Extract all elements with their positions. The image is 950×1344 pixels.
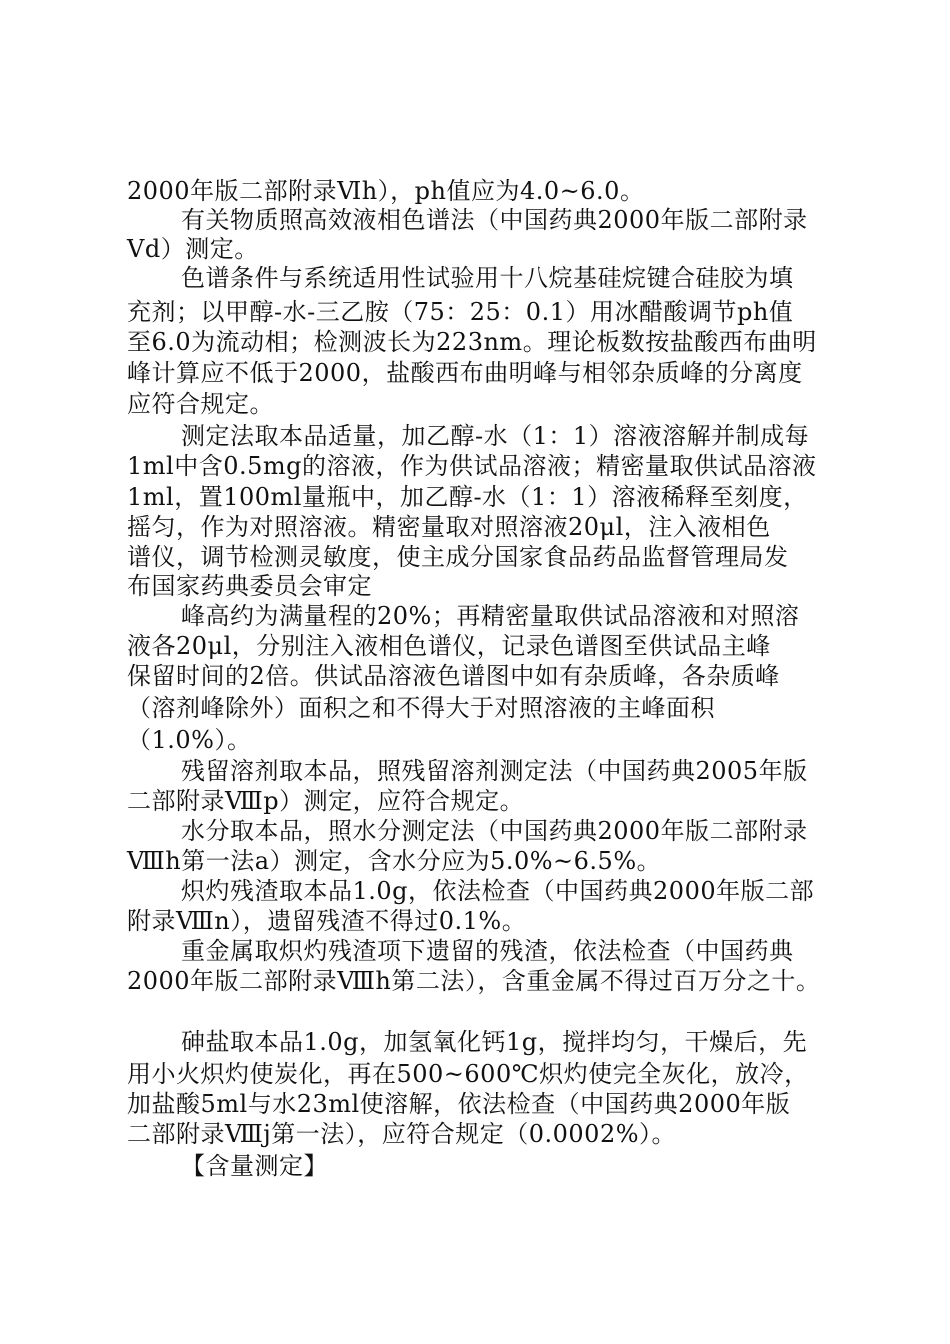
text-line: 液各20μl，分别注入液相色谱仪，记录色谱图至供试品主峰	[127, 632, 771, 660]
text-line: 色谱条件与系统适用性试验用十八烷基硅烷键合硅胶为填	[181, 264, 794, 292]
text-line: 充剂；以甲醇-水-三乙胺（75：25：0.1）用冰醋酸调节ph值	[127, 298, 794, 326]
text-line: 用小火炽灼使炭化，再在500~600℃炽灼使完全灰化，放冷，	[127, 1060, 809, 1088]
text-line: 二部附录Ⅷj第一法），应符合规定（0.0002%）。	[127, 1120, 677, 1148]
text-line: Ⅷh第一法a）测定，含水分应为5.0%~6.5%。	[127, 847, 662, 875]
text-line: 残留溶剂取本品，照残留溶剂测定法（中国药典2005年版	[181, 757, 808, 785]
text-line: 1ml，置100ml量瓶中，加乙醇-水（1：1）溶液稀释至刻度，	[127, 483, 808, 511]
text-line: 加盐酸5ml与水23ml使溶解，依法检查（中国药典2000年版	[127, 1090, 791, 1118]
text-line: 有关物质照高效液相色谱法（中国药典2000年版二部附录	[181, 206, 808, 234]
text-line: 砷盐取本品1.0g，加氢氧化钙1g，搅拌均匀，干燥后，先	[181, 1028, 808, 1056]
text-line: （1.0%）。	[127, 726, 252, 754]
text-line: 至6.0为流动相；检测波长为223nm。理论板数按盐酸西布曲明	[127, 328, 817, 356]
text-line: Ⅴd）测定。	[127, 235, 259, 263]
text-line: 布国家药典委员会审定	[127, 572, 372, 600]
text-line: 2000年版二部附录Ⅵh），ph值应为4.0~6.0。	[127, 177, 645, 205]
text-line: 峰高约为满量程的20%；再精密量取供试品溶液和对照溶	[181, 602, 800, 630]
text-line: 测定法取本品适量，加乙醇-水（1：1）溶液溶解并制成每	[181, 422, 810, 450]
text-line: 保留时间的2倍。供试品溶液色谱图中如有杂质峰，各杂质峰	[127, 662, 780, 690]
text-line: 附录Ⅷn），遗留残渣不得过0.1%。	[127, 907, 527, 935]
text-line: （溶剂峰除外）面积之和不得大于对照溶液的主峰面积	[127, 694, 715, 722]
text-line: 重金属取炽灼残渣项下遗留的残渣，依法检查（中国药典	[181, 937, 794, 965]
text-line: 1ml中含0.5mg的溶液，作为供试品溶液；精密量取供试品溶液	[127, 452, 817, 480]
text-line: 二部附录Ⅷp）测定，应符合规定。	[127, 787, 525, 815]
text-line: 水分取本品，照水分测定法（中国药典2000年版二部附录	[181, 817, 808, 845]
text-line: 峰计算应不低于2000，盐酸西布曲明峰与相邻杂质峰的分离度	[127, 359, 803, 387]
text-line: 摇匀，作为对照溶液。精密量取对照溶液20μl，注入液相色	[127, 513, 771, 541]
text-line: 2000年版二部附录Ⅷh第二法），含重金属不得过百万分之十。	[127, 967, 821, 995]
text-line: 炽灼残渣取本品1.0g，依法检查（中国药典2000年版二部	[181, 877, 815, 905]
text-line: 应符合规定。	[127, 390, 274, 418]
section-heading: 【含量测定】	[181, 1152, 328, 1180]
text-line: 谱仪，调节检测灵敏度，使主成分国家食品药品监督管理局发	[127, 543, 789, 571]
